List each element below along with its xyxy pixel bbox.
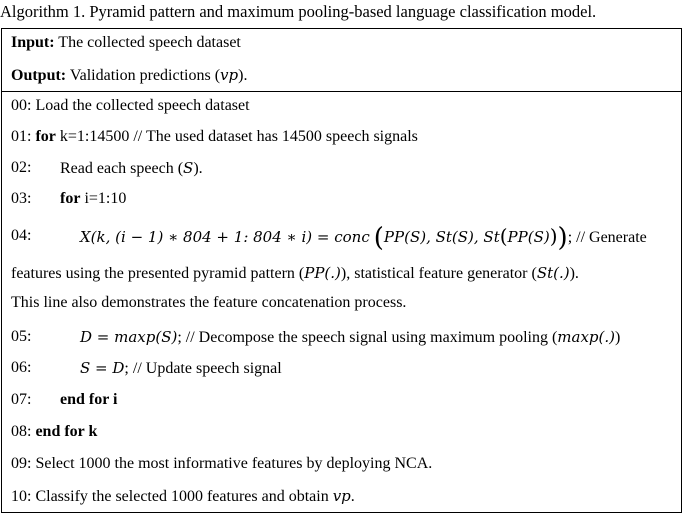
keyword: end for k — [35, 423, 98, 440]
algorithm-box — [1, 28, 682, 513]
step-num: 03: — [11, 190, 32, 207]
step-text: features using the presented pyramid pattern ( — [11, 265, 305, 282]
output-end: ). — [238, 67, 248, 84]
step-03-body — [60, 189, 126, 209]
step-num: 01: — [11, 128, 32, 145]
step-num: 06: — [11, 359, 32, 376]
math-var: PP(.) — [304, 264, 341, 282]
step-04-continuation-1 — [11, 263, 579, 284]
step-text: ; // Update speech signal — [124, 360, 282, 377]
step-num: 07: — [11, 391, 32, 408]
step-01 — [11, 127, 418, 147]
step-num: 05: — [11, 328, 32, 345]
equation-part: PP(S), St(S), St — [383, 228, 500, 246]
step-04-body — [80, 223, 647, 253]
step-text-end: . — [350, 488, 355, 505]
big-paren-open: ( — [373, 223, 384, 253]
step-text-end: ) — [614, 329, 621, 346]
big-paren-close: ) — [557, 223, 568, 253]
step-04-continuation-2: This line also demonstrates the feature concatenation process. — [11, 294, 407, 311]
step-06 — [11, 358, 31, 378]
keyword: end for i — [60, 391, 118, 408]
output-label: Output: — [11, 67, 67, 84]
step-num: 08: — [11, 423, 32, 440]
input-text: The collected speech dataset — [58, 34, 241, 51]
equation-part: PP(S) — [507, 228, 550, 246]
step-04 — [11, 226, 31, 246]
step-09: 09: Select 1000 the most informative features by deploying NCA. — [11, 455, 433, 472]
output-text: Validation predictions ( — [69, 67, 221, 84]
step-text: k=1:14500 // The used dataset has 14500 speech signals — [59, 128, 418, 145]
step-00: 00: Load the collected speech dataset — [11, 97, 250, 114]
step-07-body — [60, 390, 117, 410]
step-06-body — [80, 358, 282, 379]
equation-part: X(k, (i − 1) ∗ 804 + 1: 804 ∗ i) = conc — [80, 228, 370, 246]
step-text: ). — [569, 265, 579, 282]
step-10 — [11, 486, 355, 507]
math-var: maxp(.) — [557, 328, 615, 346]
equation-part: D = maxp(S) — [80, 328, 178, 346]
equation-part: S = D — [80, 359, 125, 377]
step-text: ), statistical feature generator ( — [340, 265, 537, 282]
input-line — [11, 33, 241, 53]
paren-open: ( — [499, 224, 508, 248]
input-label: Input: — [11, 34, 55, 51]
step-07 — [11, 390, 31, 410]
output-line — [11, 65, 247, 86]
step-02-body — [60, 158, 203, 179]
step-05-body — [80, 327, 620, 348]
step-text: 10: Classify the selected 1000 features and obtain — [11, 488, 333, 505]
algorithm-caption: Algorithm 1. Pyramid pattern and maximum pooling-based language classification model. — [0, 2, 597, 21]
step-text: Read each speech ( — [60, 160, 184, 177]
paren-close: ) — [549, 224, 558, 248]
step-text-end: ). — [193, 160, 203, 177]
step-text: ; // Decompose the speech signal using maximum pooling ( — [177, 329, 558, 346]
step-02 — [11, 158, 31, 178]
math-var: S — [183, 159, 194, 177]
step-03 — [11, 189, 31, 209]
step-num: 02: — [11, 159, 32, 176]
keyword: for — [35, 128, 56, 145]
step-comment: ; // Generate — [567, 229, 647, 246]
step-num: 04: — [11, 227, 32, 244]
step-text: i=1:10 — [84, 190, 127, 207]
output-var: vp — [220, 66, 239, 84]
header-divider — [2, 91, 681, 92]
step-08 — [11, 422, 97, 442]
math-var: St(.) — [536, 264, 570, 282]
step-05 — [11, 327, 31, 347]
math-var: vp — [332, 487, 351, 505]
keyword: for — [60, 190, 81, 207]
